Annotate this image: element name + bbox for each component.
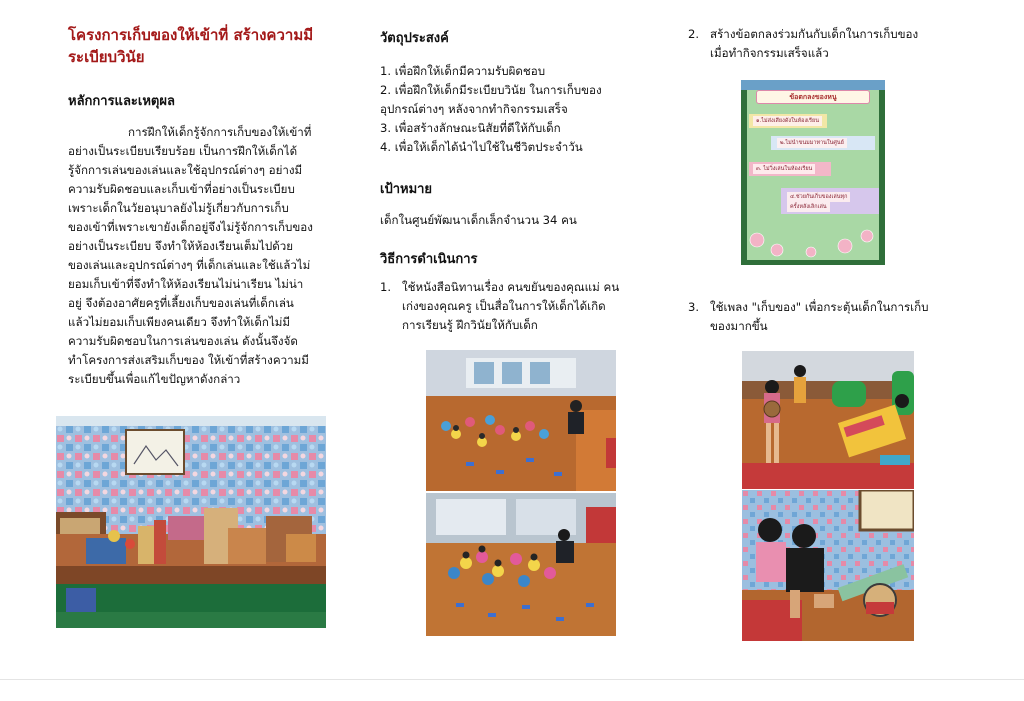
rationale-line: ระเบียบขึ้นเพื่อแก้ไขปัญหาดังกล่าว <box>68 372 241 386</box>
poster-rule-5: ครั้งหลังเลิกเล่น <box>787 202 830 212</box>
objective-item: 3. เพื่อสร้างลักษณะนิสัยที่ดีให้กับเด็ก <box>380 121 561 135</box>
rationale-line: ความรับผิดชอบในการเล่นของเล่น ดังนั้นจึงจัด <box>68 334 298 348</box>
rationale-line: แล้วไม่ยอมเก็บเพียงคนเดียว จึงทำให้เด็กไม่มี <box>68 315 291 329</box>
step-line: เมื่อทำกิจกรรมเสร็จแล้ว <box>710 46 829 60</box>
step-line: การเรียนรู้ ฝึกวินัยให้กับเด็ก <box>402 318 538 332</box>
objectives-heading: วัตถุประสงค์ <box>380 31 449 46</box>
storytelling-photo-2 <box>426 493 616 636</box>
objective-item: อุปกรณ์ต่างๆ หลังจากทำกิจกรรมเสร็จ <box>380 102 568 116</box>
step-number: 3. <box>688 300 700 314</box>
method-step-2 <box>688 25 988 65</box>
page-bottom-divider <box>0 679 1024 680</box>
objective-item: 2. เพื่อฝึกให้เด็กมีระเบียบวินัย ในการเก็บของ <box>380 83 602 97</box>
class-agreement-poster-photo <box>741 80 885 265</box>
kids-tidying-photo-1 <box>742 351 914 489</box>
target-heading: เป้าหมาย <box>380 182 433 197</box>
step-text <box>402 278 619 335</box>
title-line-2: ระเบียบวินัย <box>68 48 145 66</box>
poster-rule-3: ๓. ไม่วิ่งเล่นในห้องเรียน <box>753 164 815 174</box>
rationale-line: เพราะเด็กในวัยอนุบาลยังไม่รู้เกี่ยวกับการเก็บ <box>68 201 289 215</box>
storytelling-photo-1 <box>426 350 616 491</box>
document-title <box>68 24 338 68</box>
rationale-line: ของเล่นและอุปกรณ์ต่างๆ ที่เด็กเล่นและใช้แล้วไม่ <box>68 258 311 272</box>
step-line: สร้างข้อตกลงร่วมกันกับเด็กในการเก็บของ <box>710 27 919 41</box>
step-number: 1. <box>380 280 392 294</box>
rationale-line: อยู่ จึงต้องอาศัยครูที่เลี้ยงเก็บของเล่นที่เด็กเล่น <box>68 296 294 310</box>
classroom-shelves-photo <box>56 416 326 628</box>
method-heading: วิธีการดำเนินการ <box>380 252 478 267</box>
rationale-line: ของเข้าที่เพราะเขายังเด็กอยู่จึงไม่รู้จักการเก็บของ <box>68 220 313 234</box>
rationale-line: ยอมเก็บเข้าที่จึงทำให้ห้องเรียนไม่น่าเรียน ไม่น่า <box>68 277 304 291</box>
title-line-1: โครงการเก็บของให้เข้าที่ สร้างความมี <box>68 26 314 44</box>
step-text <box>710 298 929 336</box>
rationale-line: รู้จักการเล่นของเล่นและใช้อุปกรณ์ต่างๆ อย่างมี <box>68 163 303 177</box>
method-step-3 <box>688 298 988 338</box>
method-step-1 <box>380 278 640 338</box>
poster-rule-4: ๔.ช่วยกันเก็บของเล่นทุก <box>787 192 850 202</box>
rationale-line: ทำโครงการส่งเสริมเก็บของ ให้เข้าที่สร้างความมี <box>68 353 309 367</box>
rationale-line: ความรับผิดชอบและเก็บเข้าที่อย่างเป็นระเบียบ <box>68 182 295 196</box>
poster-title: ข้อตกลงของหนู <box>756 90 870 104</box>
objective-item: 4. เพื่อให้เด็กได้นำไปใช้ในชีวิตประจำวัน <box>380 140 583 154</box>
step-line: เก่งของคุณครู เป็นสื่อในการให้เด็กได้เกิด <box>402 299 606 313</box>
rationale-heading: หลักการและเหตุผล <box>68 94 175 109</box>
poster-rule-2: ๒.ไม่นำขนมมาทานในศูนย์ <box>777 138 847 148</box>
objectives-list <box>380 62 602 157</box>
step-line: ใช้เพลง "เก็บของ" เพื่อกระตุ้นเด็กในการเก็บ <box>710 300 929 314</box>
step-number: 2. <box>688 27 700 41</box>
step-line: ใช้หนังสือนิทานเรื่อง คนขยันของคุณแม่ คน <box>402 280 620 294</box>
rationale-paragraph <box>68 123 313 389</box>
target-text <box>380 211 577 230</box>
rationale-line: อย่างเป็นระเบียบ จึงทำให้ห้องเรียนเต็มไปด้วย <box>68 239 294 253</box>
rationale-line: การฝึกให้เด็กรู้จักการเก็บของให้เข้าที่ <box>128 125 312 139</box>
step-text <box>710 25 918 63</box>
rationale-line: อย่างเป็นระเบียบเรียบร้อย เป็นการฝึกให้เด็กได้ <box>68 144 298 158</box>
kids-tidying-photo-2 <box>742 490 914 641</box>
objective-item: 1. เพื่อฝึกให้เด็กมีความรับผิดชอบ <box>380 64 546 78</box>
target-line: เด็กในศูนย์พัฒนาเด็กเล็กจำนวน 34 คน <box>380 213 577 227</box>
poster-rule-1: ๑.ไม่ส่งเสียงดังในห้องเรียน <box>753 116 822 126</box>
step-line: ของมากขึ้น <box>710 319 768 333</box>
